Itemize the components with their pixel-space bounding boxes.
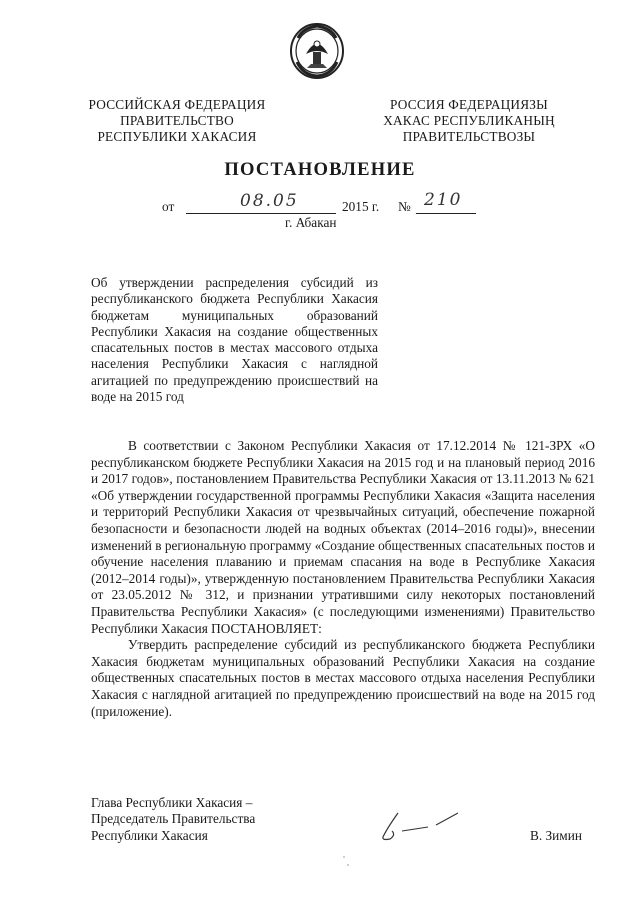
body-paragraph: Утвердить распределение субсидий из республиканского бюджета Республики Хакасия бюджетам муниципальных образований Республики Хакасия на создание общественных спасательных постов в местах массового отдыха населения Республики Хакасия с наглядной агитацией по предупреждению происшествий на воде на 2015 год (приложение). bbox=[91, 637, 595, 719]
header-left-block bbox=[82, 97, 272, 145]
number-sign: № bbox=[398, 199, 411, 214]
coat-of-arms-emblem-icon bbox=[289, 22, 345, 80]
resolution-title: Об утверждении распределения субсидий из республиканского бюджета Республики Хакасия бюджетам муниципальных образований Республики Хакасия на создание общественных спасательных постов в местах массового отдыха населения Республики Хакасия с наглядной агитацией по предупреждению происшествий на воде на 2015 год bbox=[91, 275, 378, 405]
handwritten-signature bbox=[340, 805, 490, 875]
year-label: 2015 г. bbox=[342, 199, 380, 214]
header-right-block bbox=[362, 97, 576, 145]
document-type-heading: ПОСТАНОВЛЕНИЕ bbox=[224, 159, 416, 180]
header-left-line: ПРАВИТЕЛЬСТВО bbox=[120, 113, 234, 128]
header-right-line: ПРАВИТЕЛЬСТВОЗЫ bbox=[402, 129, 536, 144]
city-label: г. Абакан bbox=[285, 215, 337, 230]
signatory-position-line: Председатель Правительства bbox=[91, 811, 256, 827]
signatory-position-line: Республики Хакасия bbox=[91, 827, 208, 843]
body-paragraph: В соответствии с Законом Республики Хакасия от 17.12.2014 № 121-ЗРХ «О республиканском бюджете Республики Хакасия на 2015 год и на плановый период 2016 и 2017 годов», постановлением Правительства Республики Хакасия от 13.11.2013 № 621 «Об утверждении государственной программы Республики Хакасия «Защита населения и территорий Республики Хакасия от чрезвычайных ситуаций, обеспечение пожарной безопасности и безопасности людей на водных объектах (2014–2016 годы)», внесении изменений в региональную программу «Создание общественных спасательных постов и обучение населения плаванию и приемам спасания на воде в Республике Хакасия (2012–2014 годы)», утвержденную постановлением Правительства Республики Хакасия от 23.05.2012 № 312, и признании утратившими силу некоторых постановлений Правительства Республики Хакасия» (с последующими изменениями) Правительство Республики Хакасия ПОСТАНОВЛЯЕТ: bbox=[91, 438, 595, 636]
resolution-body bbox=[91, 438, 595, 720]
date-handwritten: 08.05 bbox=[240, 191, 299, 211]
header-left-line: РОССИЙСКАЯ ФЕДЕРАЦИЯ bbox=[88, 97, 266, 112]
header-left-line: РЕСПУБЛИКИ ХАКАСИЯ bbox=[97, 129, 257, 144]
number-underline bbox=[416, 213, 476, 214]
signatory-position bbox=[91, 795, 255, 844]
date-prefix: от bbox=[162, 199, 175, 214]
date-number-line bbox=[0, 190, 640, 217]
signatory-position-line: Глава Республики Хакасия – bbox=[91, 795, 253, 810]
date-underline bbox=[186, 213, 336, 214]
header-right-line: РОССИЯ ФЕДЕРАЦИЯЗЫ bbox=[390, 97, 548, 112]
signatory-name: В. Зимин bbox=[530, 828, 582, 843]
header-right-line: ХАКАС РЕСПУБЛИКАНЫҢ bbox=[383, 113, 555, 128]
number-handwritten: 210 bbox=[424, 190, 463, 210]
